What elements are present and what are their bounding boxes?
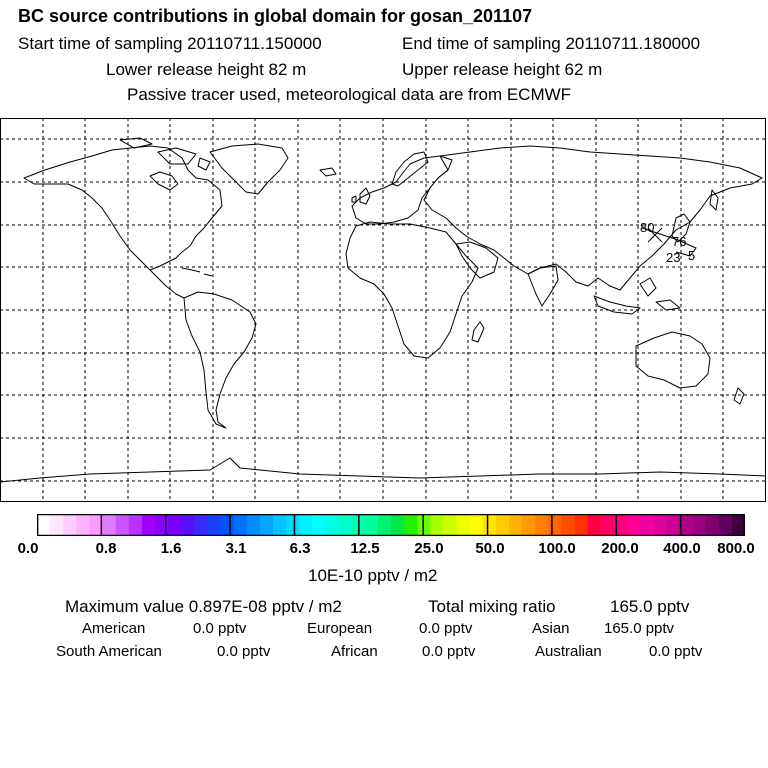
colorbar-cell [142,514,156,536]
upper-release-label: Upper release height 62 m [402,60,603,79]
colorbar-cell [548,514,562,536]
colorbar-cell [286,514,300,536]
colorbar-cell [483,514,497,536]
max-value-label: Maximum value 0.897E-08 pptv / m2 [65,597,342,616]
colorbar-cell [706,514,720,536]
colorbar-cell [522,514,536,536]
colorbar-tick: 200.0 [601,540,639,557]
total-mixing-label: Total mixing ratio [428,597,556,616]
region-value-south-american: 0.0 pptv [217,643,271,660]
colorbar-cell [365,514,379,536]
colorbar-cell [693,514,707,536]
colorbar-cell [260,514,274,536]
colorbar-cell [601,514,615,536]
chart-title: BC source contributions in global domain for gosan_201107 [18,6,533,26]
region-name-australian: Australian [535,643,602,660]
colorbar-cell [653,514,667,536]
colorbar-cell [207,514,221,536]
colorbar-cell [234,514,248,536]
colorbar-tick: 100.0 [538,540,576,557]
colorbar-cell [50,514,64,536]
colorbar-cell [129,514,143,536]
colorbar-cell [404,514,418,536]
colorbar-cell [273,514,287,536]
region-value-african: 0.0 pptv [422,643,476,660]
region-name-american: American [82,620,146,637]
colorbar-cell [194,514,208,536]
end-time-label: End time of sampling 20110711.180000 [402,34,701,53]
colorbar-cell [509,514,523,536]
colorbar-cell [168,514,182,536]
colorbar-tick: 3.1 [225,540,247,557]
region-name-african: African [331,643,378,660]
tracer-note: Passive tracer used, meteorological data are from ECMWF [127,85,572,104]
colorbar-cell [76,514,90,536]
colorbar-cell [339,514,353,536]
colorbar-tick: 6.3 [289,540,311,557]
colorbar-cell [457,514,471,536]
colorbar-tick: 400.0 [663,540,701,557]
colorbar-cell [679,514,693,536]
colorbar-tick: 50.0 [475,540,505,557]
colorbar-cell [299,514,313,536]
region-value-american: 0.0 pptv [193,620,247,637]
colorbar-cell [391,514,405,536]
world-map [0,118,766,502]
colorbar-tick: 12.5 [350,540,380,557]
colorbar-cell [719,514,733,536]
colorbar-tick: 0.0 [17,540,39,557]
colorbar-cell [575,514,589,536]
total-mixing-value: 165.0 pptv [610,597,690,616]
colorbar-cell [378,514,392,536]
colorbar-cell [181,514,195,536]
trajectory-label: 5 [688,248,696,263]
colorbar-cell [535,514,549,536]
region-value-european: 0.0 pptv [419,620,473,637]
trajectory-label: 80 [640,220,655,235]
colorbar-cell [430,514,444,536]
colorbar-cell [417,514,431,536]
colorbar-tick: 1.6 [160,540,182,557]
colorbar-cell [312,514,326,536]
region-name-asian: Asian [532,620,570,637]
colorbar-cell [640,514,654,536]
color-scale-bar [37,514,745,536]
colorbar-tick: 25.0 [414,540,444,557]
colorbar-cell [325,514,339,536]
colorbar-cell [155,514,169,536]
colorbar-tick: 800.0 [717,540,755,557]
colorbar-cell [627,514,641,536]
colorbar-cell [247,514,261,536]
start-time-label: Start time of sampling 20110711.150000 [18,34,322,53]
colorbar-cell [470,514,484,536]
region-name-european: European [307,620,373,637]
trajectory-label: 23 [666,250,681,265]
colorbar-cell [63,514,77,536]
region-value-australian: 0.0 pptv [649,643,703,660]
colorbar-cell [666,514,680,536]
colorbar-cell [443,514,457,536]
trajectory-label: 76 [672,234,687,249]
colorbar-unit-label: 10E-10 pptv / m2 [308,566,438,585]
colorbar-cell [116,514,130,536]
colorbar-cell [732,514,745,536]
region-name-south-american: South American [56,643,162,660]
colorbar-cell [37,514,51,536]
colorbar-cell [496,514,510,536]
colorbar-cell [103,514,117,536]
region-value-asian: 165.0 pptv [604,620,675,637]
colorbar-cell [561,514,575,536]
lower-release-label: Lower release height 82 m [106,60,307,79]
colorbar-cell [221,514,235,536]
colorbar-tick: 0.8 [95,540,117,557]
colorbar-cell [588,514,602,536]
